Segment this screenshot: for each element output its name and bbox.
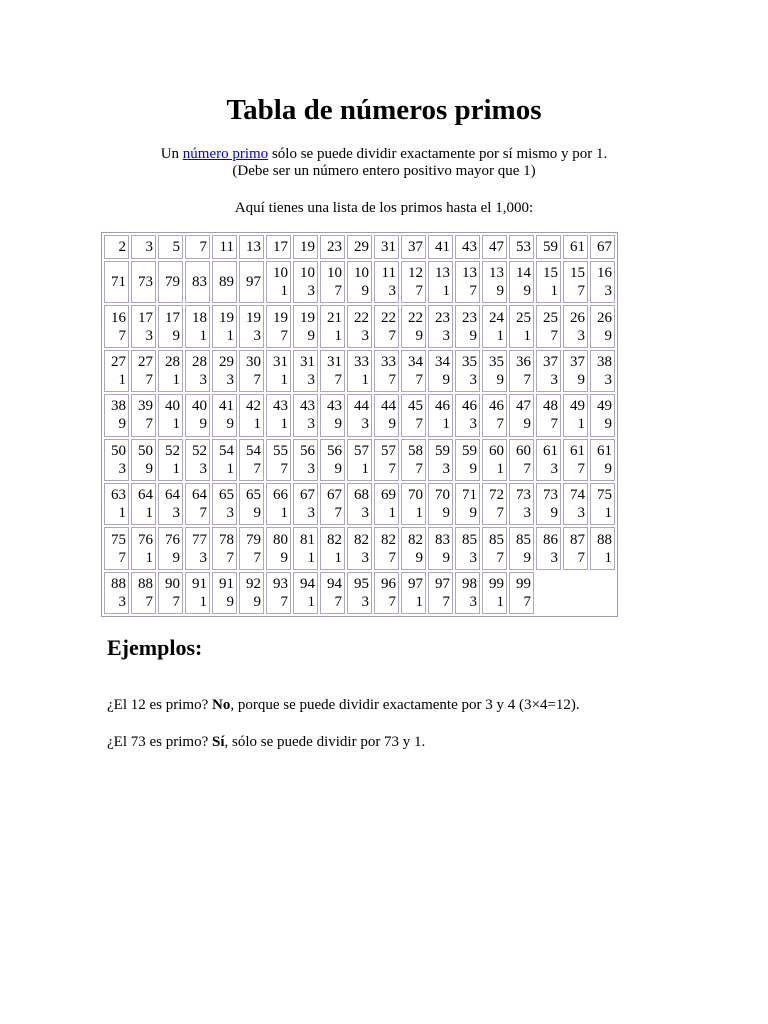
prime-table <box>101 232 618 617</box>
prime-cell: 313 <box>293 350 318 392</box>
prime-cell: 739 <box>536 483 561 525</box>
prime-cell: 5 <box>158 235 183 259</box>
prime-cell: 83 <box>185 261 210 303</box>
prime-cell: 751 <box>590 483 615 525</box>
example-73-question: ¿El 73 es primo? <box>107 734 212 750</box>
prime-cell: 857 <box>482 527 507 569</box>
prime-cell: 503 <box>104 439 129 481</box>
prime-cell: 577 <box>374 439 399 481</box>
prime-cell: 853 <box>455 527 480 569</box>
prime-cell: 263 <box>563 305 588 347</box>
prime-cell: 79 <box>158 261 183 303</box>
prime-cell: 443 <box>347 394 372 436</box>
prime-cell: 967 <box>374 572 399 614</box>
prime-cell: 821 <box>320 527 345 569</box>
prime-cell: 59 <box>536 235 561 259</box>
prime-row <box>104 439 615 481</box>
prime-cell: 773 <box>185 527 210 569</box>
prime-number-link[interactable]: número primo <box>182 146 269 162</box>
prime-cell: 109 <box>347 261 372 303</box>
prime-cell: 89 <box>212 261 237 303</box>
prime-cell: 619 <box>590 439 615 481</box>
prime-cell: 941 <box>293 572 318 614</box>
prime-cell: 379 <box>563 350 588 392</box>
prime-cell: 937 <box>266 572 291 614</box>
example-73-answer: Sí <box>211 734 225 750</box>
examples-heading: Ejemplos: <box>107 635 203 660</box>
prime-cell: 587 <box>401 439 426 481</box>
prime-cell: 3 <box>131 235 156 259</box>
prime-cell: 563 <box>293 439 318 481</box>
prime-cell: 947 <box>320 572 345 614</box>
example-73-explanation: , sólo se puede dividir por 73 y 1. <box>224 734 426 750</box>
prime-cell: 743 <box>563 483 588 525</box>
prime-cell: 11 <box>212 235 237 259</box>
prime-cell: 683 <box>347 483 372 525</box>
prime-cell: 271 <box>104 350 129 392</box>
prime-cell: 599 <box>455 439 480 481</box>
example-12 <box>107 697 580 714</box>
prime-cell: 719 <box>455 483 480 525</box>
prime-cell: 571 <box>347 439 372 481</box>
prime-cell: 929 <box>239 572 264 614</box>
prime-cell: 251 <box>509 305 534 347</box>
prime-row <box>104 394 615 436</box>
prime-cell: 397 <box>131 394 156 436</box>
intro-prefix: Un <box>160 146 183 162</box>
prime-cell: 37 <box>401 235 426 259</box>
prime-cell: 419 <box>212 394 237 436</box>
prime-cell: 181 <box>185 305 210 347</box>
prime-cell: 151 <box>536 261 561 303</box>
prime-cell: 139 <box>482 261 507 303</box>
prime-cell: 373 <box>536 350 561 392</box>
prime-cell: 293 <box>212 350 237 392</box>
prime-cell: 103 <box>293 261 318 303</box>
prime-cell: 673 <box>293 483 318 525</box>
example-12-question: ¿El 12 es primo? <box>107 697 212 713</box>
prime-cell: 191 <box>212 305 237 347</box>
prime-cell: 593 <box>428 439 453 481</box>
prime-cell: 239 <box>455 305 480 347</box>
prime-cell: 223 <box>347 305 372 347</box>
prime-cell: 983 <box>455 572 480 614</box>
prime-cell: 727 <box>482 483 507 525</box>
prime-cell: 367 <box>509 350 534 392</box>
prime-table-body <box>104 235 615 614</box>
prime-cell: 199 <box>293 305 318 347</box>
prime-cell: 541 <box>212 439 237 481</box>
example-12-explanation: , porque se puede dividir exactamente por 3 y 4 (3×4=12). <box>230 697 580 713</box>
prime-cell: 163 <box>590 261 615 303</box>
prime-cell: 491 <box>563 394 588 436</box>
prime-cell: 43 <box>455 235 480 259</box>
prime-cell: 131 <box>428 261 453 303</box>
prime-cell: 839 <box>428 527 453 569</box>
prime-cell: 421 <box>239 394 264 436</box>
prime-cell: 157 <box>563 261 588 303</box>
prime-cell: 661 <box>266 483 291 525</box>
prime-cell: 607 <box>509 439 534 481</box>
prime-cell: 337 <box>374 350 399 392</box>
prime-cell: 229 <box>401 305 426 347</box>
prime-cell: 907 <box>158 572 183 614</box>
prime-cell: 241 <box>482 305 507 347</box>
prime-cell: 311 <box>266 350 291 392</box>
prime-cell: 107 <box>320 261 345 303</box>
prime-cell: 733 <box>509 483 534 525</box>
prime-row <box>104 350 615 392</box>
prime-cell: 647 <box>185 483 210 525</box>
prime-cell: 29 <box>347 235 372 259</box>
prime-cell: 7 <box>185 235 210 259</box>
empty-cell <box>536 572 615 614</box>
prime-cell: 811 <box>293 527 318 569</box>
prime-cell: 919 <box>212 572 237 614</box>
prime-cell: 127 <box>401 261 426 303</box>
prime-cell: 487 <box>536 394 561 436</box>
list-intro: Aquí tienes una lista de los primos hasta el 1,000: <box>234 200 534 216</box>
prime-cell: 193 <box>239 305 264 347</box>
prime-cell: 331 <box>347 350 372 392</box>
intro-note: (Debe ser un número entero positivo mayor que 1) <box>232 163 536 179</box>
prime-cell: 643 <box>158 483 183 525</box>
prime-cell: 173 <box>131 305 156 347</box>
prime-cell: 557 <box>266 439 291 481</box>
prime-cell: 31 <box>374 235 399 259</box>
prime-cell: 991 <box>482 572 507 614</box>
prime-cell: 523 <box>185 439 210 481</box>
prime-cell: 829 <box>401 527 426 569</box>
prime-cell: 977 <box>428 572 453 614</box>
prime-cell: 167 <box>104 305 129 347</box>
prime-cell: 461 <box>428 394 453 436</box>
prime-cell: 859 <box>509 527 534 569</box>
prime-cell: 691 <box>374 483 399 525</box>
prime-cell: 617 <box>563 439 588 481</box>
prime-cell: 449 <box>374 394 399 436</box>
prime-cell: 61 <box>563 235 588 259</box>
prime-cell: 2 <box>104 235 129 259</box>
prime-cell: 509 <box>131 439 156 481</box>
prime-cell: 23 <box>320 235 345 259</box>
prime-cell: 463 <box>455 394 480 436</box>
prime-row <box>104 572 615 614</box>
prime-cell: 769 <box>158 527 183 569</box>
prime-cell: 709 <box>428 483 453 525</box>
prime-cell: 997 <box>509 572 534 614</box>
prime-cell: 881 <box>590 527 615 569</box>
prime-cell: 401 <box>158 394 183 436</box>
prime-cell: 479 <box>509 394 534 436</box>
prime-cell: 631 <box>104 483 129 525</box>
prime-row <box>104 527 615 569</box>
prime-cell: 757 <box>104 527 129 569</box>
prime-cell: 439 <box>320 394 345 436</box>
prime-cell: 137 <box>455 261 480 303</box>
prime-cell: 613 <box>536 439 561 481</box>
prime-cell: 277 <box>131 350 156 392</box>
prime-cell: 269 <box>590 305 615 347</box>
prime-cell: 233 <box>428 305 453 347</box>
prime-cell: 653 <box>212 483 237 525</box>
prime-cell: 409 <box>185 394 210 436</box>
prime-cell: 827 <box>374 527 399 569</box>
prime-cell: 467 <box>482 394 507 436</box>
prime-cell: 809 <box>266 527 291 569</box>
prime-cell: 641 <box>131 483 156 525</box>
prime-cell: 383 <box>590 350 615 392</box>
prime-cell: 47 <box>482 235 507 259</box>
prime-cell: 677 <box>320 483 345 525</box>
prime-cell: 547 <box>239 439 264 481</box>
example-12-answer: No <box>211 697 231 713</box>
prime-cell: 787 <box>212 527 237 569</box>
prime-cell: 953 <box>347 572 372 614</box>
prime-cell: 113 <box>374 261 399 303</box>
prime-cell: 433 <box>293 394 318 436</box>
example-73 <box>107 734 425 751</box>
prime-cell: 149 <box>509 261 534 303</box>
intro-definition <box>0 146 768 163</box>
prime-cell: 211 <box>320 305 345 347</box>
prime-cell: 863 <box>536 527 561 569</box>
prime-cell: 569 <box>320 439 345 481</box>
prime-cell: 659 <box>239 483 264 525</box>
prime-row <box>104 261 615 303</box>
prime-cell: 227 <box>374 305 399 347</box>
prime-cell: 797 <box>239 527 264 569</box>
prime-cell: 877 <box>563 527 588 569</box>
prime-cell: 17 <box>266 235 291 259</box>
prime-cell: 457 <box>401 394 426 436</box>
prime-cell: 281 <box>158 350 183 392</box>
prime-row <box>104 483 615 525</box>
prime-cell: 347 <box>401 350 426 392</box>
prime-cell: 71 <box>104 261 129 303</box>
prime-cell: 307 <box>239 350 264 392</box>
prime-cell: 97 <box>239 261 264 303</box>
prime-cell: 887 <box>131 572 156 614</box>
prime-cell: 13 <box>239 235 264 259</box>
prime-cell: 73 <box>131 261 156 303</box>
prime-cell: 317 <box>320 350 345 392</box>
prime-row <box>104 235 615 259</box>
prime-cell: 761 <box>131 527 156 569</box>
prime-cell: 283 <box>185 350 210 392</box>
prime-cell: 53 <box>509 235 534 259</box>
prime-cell: 101 <box>266 261 291 303</box>
prime-row <box>104 305 615 347</box>
prime-cell: 19 <box>293 235 318 259</box>
intro-suffix: sólo se puede dividir exactamente por sí mismo y por 1. <box>268 146 608 162</box>
prime-cell: 971 <box>401 572 426 614</box>
prime-cell: 883 <box>104 572 129 614</box>
prime-cell: 911 <box>185 572 210 614</box>
prime-cell: 179 <box>158 305 183 347</box>
page-title: Tabla de números primos <box>226 94 542 126</box>
prime-cell: 389 <box>104 394 129 436</box>
prime-cell: 257 <box>536 305 561 347</box>
prime-cell: 197 <box>266 305 291 347</box>
prime-cell: 601 <box>482 439 507 481</box>
prime-cell: 359 <box>482 350 507 392</box>
prime-cell: 521 <box>158 439 183 481</box>
prime-cell: 499 <box>590 394 615 436</box>
prime-cell: 349 <box>428 350 453 392</box>
prime-cell: 823 <box>347 527 372 569</box>
prime-cell: 67 <box>590 235 615 259</box>
prime-cell: 431 <box>266 394 291 436</box>
prime-cell: 701 <box>401 483 426 525</box>
prime-cell: 353 <box>455 350 480 392</box>
prime-cell: 41 <box>428 235 453 259</box>
